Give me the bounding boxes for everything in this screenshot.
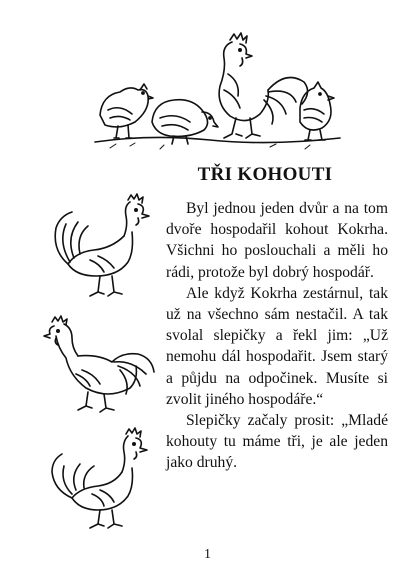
story-paragraph: Ale když Kokrha zestárnul, tak už na všechno sám nestačil. A tak svolal slepičky a řekl jim: „Už nemohu dál hospodařit. Jsem starý a půjdu na odpočinek. Musíte si zvolit jiného hospodáře.“ <box>166 284 388 408</box>
rooster-illustration-2 <box>42 312 160 424</box>
page-number: 1 <box>204 547 211 562</box>
rooster-illustration-1 <box>42 192 160 304</box>
story-text <box>166 198 388 474</box>
story-title: TŘI KOHOUTI <box>197 164 333 185</box>
story-paragraph: Byl jednou jeden dvůr a na tom dvoře hospodařil kohout Kokrha. Všichni ho poslouchali a měli ho rádi, protože byl dobrý hospodář. <box>166 200 388 281</box>
hen-left-drawing <box>100 84 153 138</box>
hen-right-drawing <box>300 82 334 140</box>
rooster-drawing <box>219 33 307 138</box>
farmyard-illustration <box>90 30 350 160</box>
story-paragraph: Slepičky začaly prosit: „Mladé kohouty tu máme tři, je ale jeden jako druhý. <box>166 412 388 472</box>
rooster-illustration-3 <box>42 426 160 534</box>
